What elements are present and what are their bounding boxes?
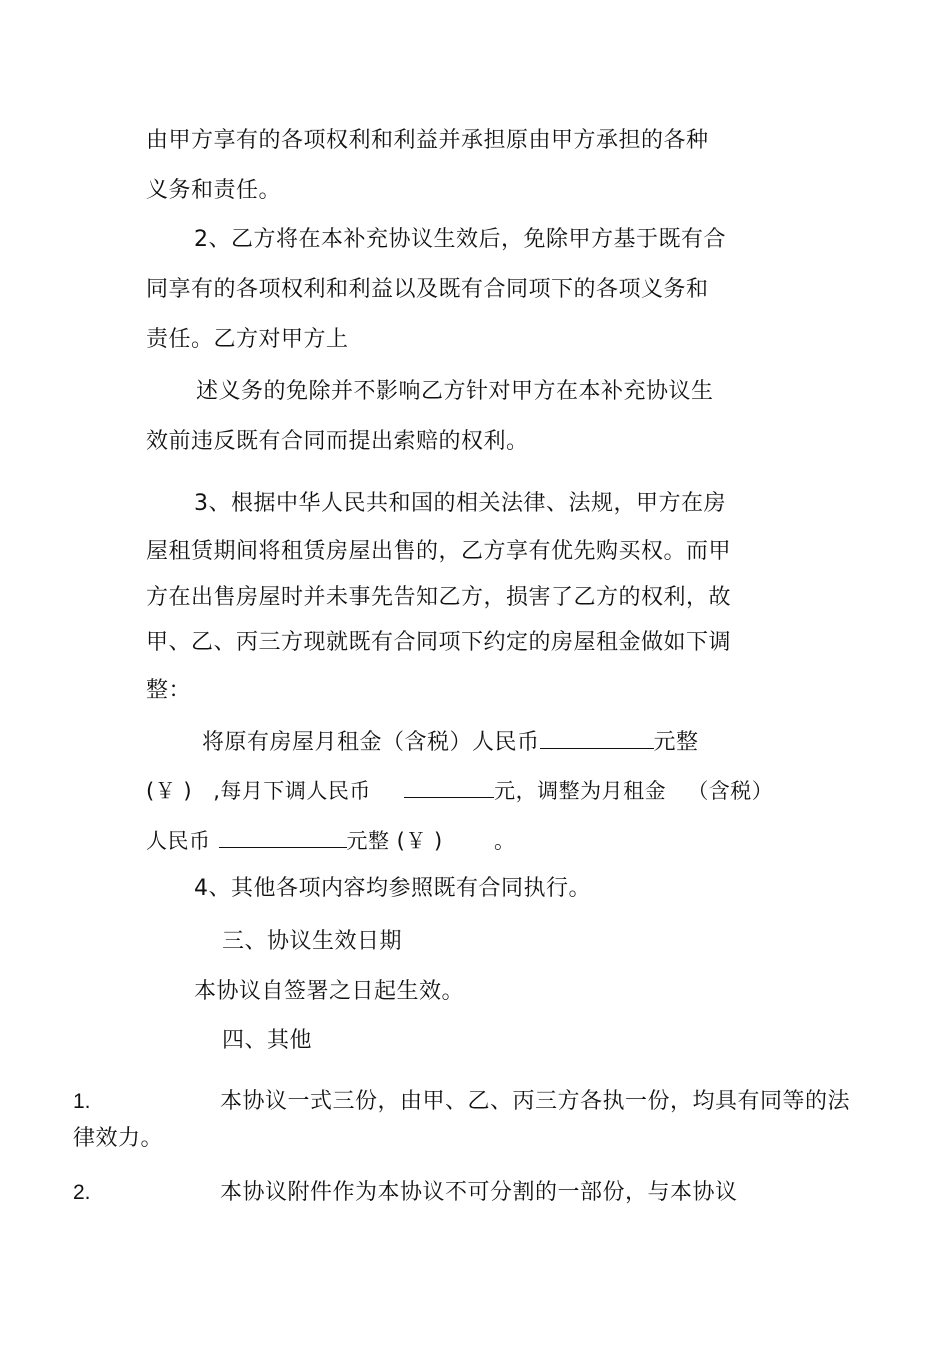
original-rent-blank[interactable] xyxy=(540,726,654,749)
paragraph-line: 义务和责任。 xyxy=(146,178,282,203)
rent-line-3 xyxy=(146,825,515,856)
list-item-continuation: 律效力。 xyxy=(73,1126,164,1151)
list-item-text: 本协议一式三份，由甲、乙、丙三方各执一份，均具有同等的法 xyxy=(220,1089,851,1114)
item-number: 2. xyxy=(73,1181,91,1204)
rent-text: 元整 xyxy=(653,730,699,755)
rent-line-2 xyxy=(146,775,773,806)
paragraph-line: 效前违反既有合同而提出索赔的权利。 xyxy=(146,429,529,454)
rent-text: 将原有房屋月租金（含税）人民币 xyxy=(202,730,540,755)
list-item-text: 本协议附件作为本协议不可分割的一部份，与本协议 xyxy=(220,1180,738,1205)
rent-text: 元，调整为月租金 xyxy=(494,779,667,803)
clause-2-line: 2、乙方将在本补充协议生效后，免除甲方基于既有合 xyxy=(194,227,726,252)
paragraph-line: 整： xyxy=(146,678,192,703)
paragraph-line: 同享有的各项权利和利益以及既有合同项下的各项义务和 xyxy=(146,277,709,302)
rent-text: 人民币 xyxy=(146,829,211,853)
rent-line-1 xyxy=(202,726,699,758)
clause-4-line: 4、其他各项内容均参照既有合同执行。 xyxy=(194,876,591,901)
paragraph-line: 甲、乙、丙三方现就既有合同项下约定的房屋租金做如下调 xyxy=(146,630,732,655)
section-3-text: 本协议自签署之日起生效。 xyxy=(194,979,465,1004)
rent-text: 。 xyxy=(493,829,516,853)
section-4-heading: 四、其他 xyxy=(222,1028,313,1053)
paragraph-line: 责任。乙方对甲方上 xyxy=(146,327,349,352)
paragraph-line: 由甲方享有的各项权利和利益并承担原由甲方承担的各种 xyxy=(146,128,709,153)
rent-text: ,每月下调人民币 xyxy=(213,779,371,803)
rent-text: (￥ ) xyxy=(146,779,193,803)
rent-text: 元整 (￥ ) xyxy=(346,829,443,853)
new-rent-blank[interactable] xyxy=(219,825,347,848)
rent-text: （含税） xyxy=(687,779,774,803)
paragraph-line: 方在出售房屋时并未事先告知乙方，损害了乙方的权利，故 xyxy=(146,585,732,610)
clause-3-line: 3、根据中华人民共和国的相关法律、法规，甲方在房 xyxy=(194,491,726,516)
paragraph-line: 屋租赁期间将租赁房屋出售的，乙方享有优先购买权。而甲 xyxy=(146,539,732,564)
reduction-blank[interactable] xyxy=(404,775,494,798)
section-3-heading: 三、协议生效日期 xyxy=(222,929,403,954)
item-number: 1. xyxy=(73,1090,91,1113)
paragraph-line: 述义务的免除并不影响乙方针对甲方在本补充协议生 xyxy=(196,379,714,404)
